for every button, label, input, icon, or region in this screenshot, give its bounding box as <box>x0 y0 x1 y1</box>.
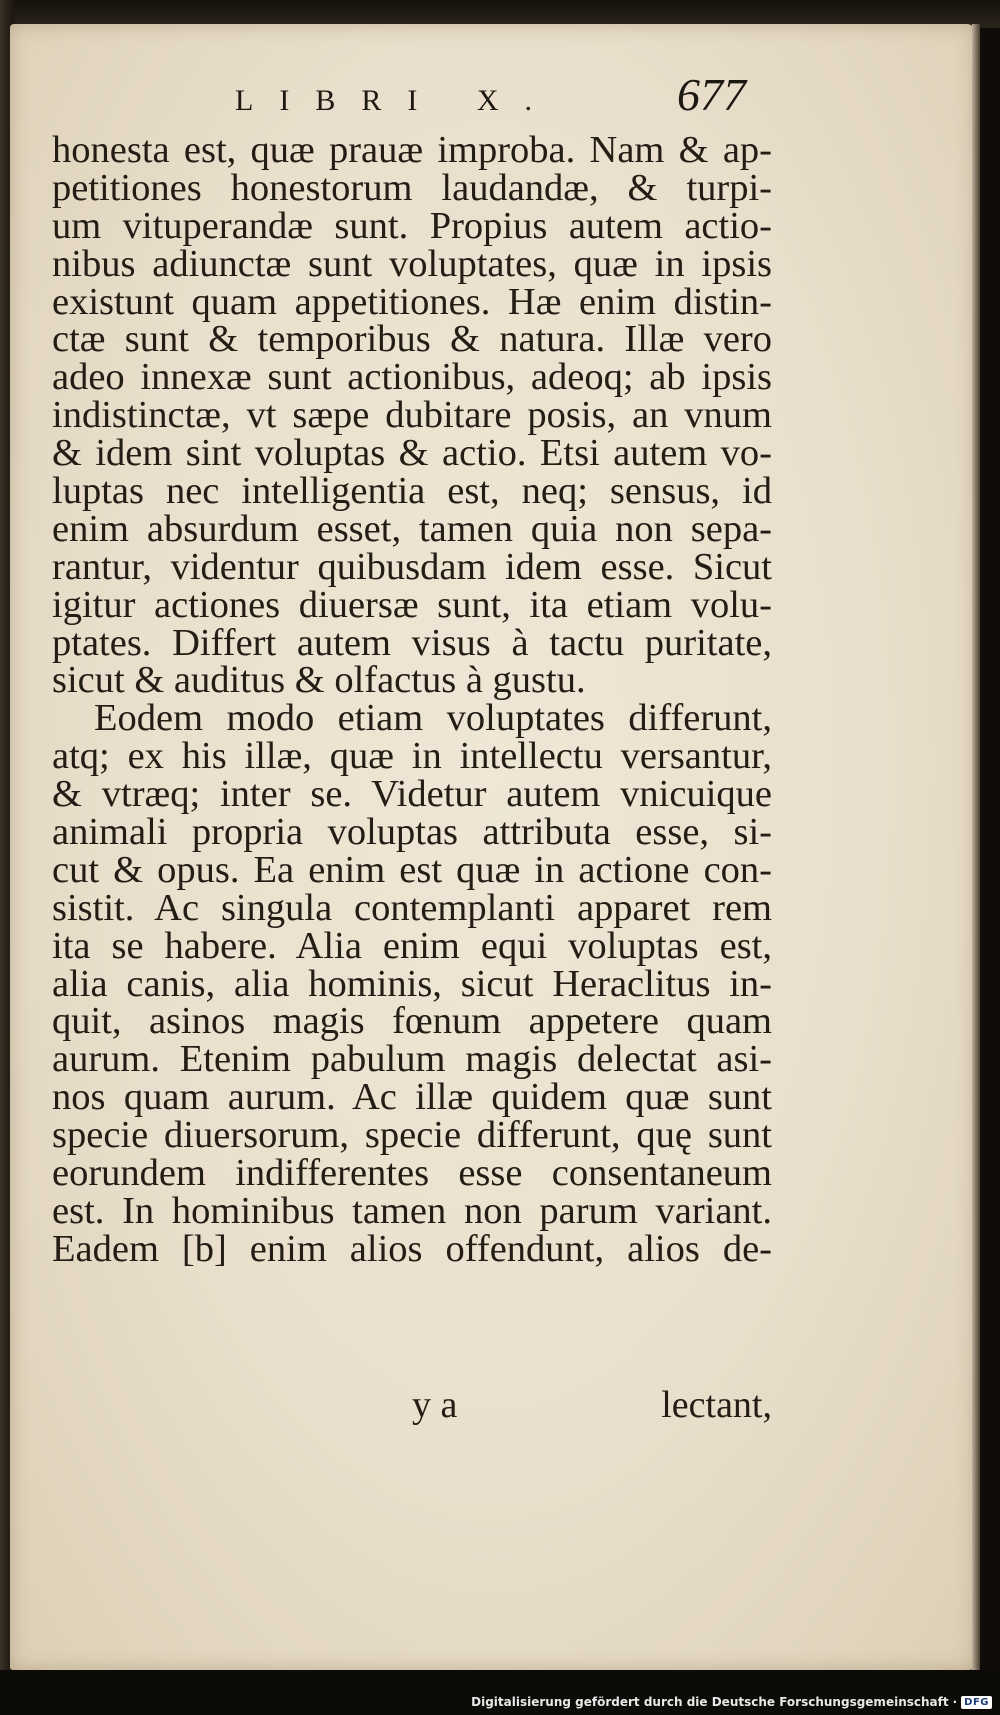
text-line: sistit. Ac singula contemplanti apparet rem <box>52 886 772 929</box>
text-line: alia canis, alia hominis, sicut Heraclitus in- <box>52 962 772 1005</box>
text-line: atq; ex his illæ, quæ in intellectu versantur, <box>52 735 772 778</box>
scan-credit-text: Digitalisierung gefördert durch die Deutsche Forschungsgemeinschaft <box>471 1695 949 1709</box>
text-line: adeo innexæ sunt actionibus, adeoq; ab ipsis <box>52 356 772 399</box>
text-line: nos quam aurum. Ac illæ quidem quæ sunt <box>52 1076 772 1119</box>
text-line: aurum. Etenim pabulum magis delectat asi- <box>52 1038 772 1081</box>
page-header <box>50 62 770 122</box>
text-line: igitur actiones diuersæ sunt, ita etiam volu- <box>52 583 772 626</box>
page-footer <box>52 1383 772 1426</box>
signature-mark: y a <box>412 1384 458 1426</box>
text-line: specie diuersorum, specie differunt, quę sunt <box>52 1114 772 1157</box>
text-line: honesta est, quæ prauæ improba. Nam & ap- <box>52 129 772 171</box>
page-edge <box>972 24 980 1670</box>
text-line: ctæ sunt & temporibus & natura. Illæ vero <box>52 318 772 361</box>
text-line: animali propria voluptas attributa esse, si- <box>52 811 772 854</box>
text-line: um vituperandæ sunt. Propius autem actio- <box>52 204 772 247</box>
dfg-logo-icon: DFG <box>961 1696 992 1709</box>
text-line: indistinctæ, vt sæpe dubitare posis, an vnum <box>52 394 772 437</box>
running-head: LIBRI X. <box>235 84 558 117</box>
text-line: luptas nec intelligentia est, neq; sensus, id <box>52 470 772 513</box>
text-line: eorundem indifferentes esse consentaneum <box>52 1152 772 1195</box>
text-line: Eadem [b] enim alios offendunt, alios de- <box>52 1227 772 1270</box>
text-line: petitiones honestorum laudandæ, & turpi- <box>52 166 772 209</box>
text-line: cut & opus. Ea enim est quæ in actione con- <box>52 848 772 891</box>
page-number: 677 <box>677 69 746 120</box>
text-line: rantur, videntur quibusdam idem esse. Sicut <box>52 545 772 588</box>
text-line: & idem sint voluptas & actio. Etsi autem vo- <box>52 432 772 475</box>
text-line: ptates. Differt autem visus à tactu puritate, <box>52 621 772 664</box>
text-line-indented: Eodem modo etiam voluptates differunt, <box>94 697 772 740</box>
text-line: & vtræq; inter se. Videtur autem vnicuique <box>52 773 772 816</box>
text-line: est. In hominibus tamen non parum variant. <box>52 1189 772 1232</box>
text-line: enim absurdum esset, tamen quia non sepa- <box>52 507 772 550</box>
text-line: existunt quam appetitiones. Hæ enim distin- <box>52 280 772 323</box>
text-line: sicut & auditus & olfactus à gustu. <box>52 659 586 702</box>
catchword: lectant, <box>661 1384 772 1426</box>
text-line: ita se habere. Alia enim equi voluptas est, <box>52 924 772 967</box>
body-text <box>52 129 772 1270</box>
text-line: quit, asinos magis fœnum appetere quam <box>52 1000 772 1043</box>
scan-credit: Digitalisierung gefördert durch die Deutsche Forschungsgemeinschaft · DFG <box>471 1695 992 1709</box>
text-line: nibus adiunctæ sunt voluptates, quæ in ipsis <box>52 242 772 285</box>
